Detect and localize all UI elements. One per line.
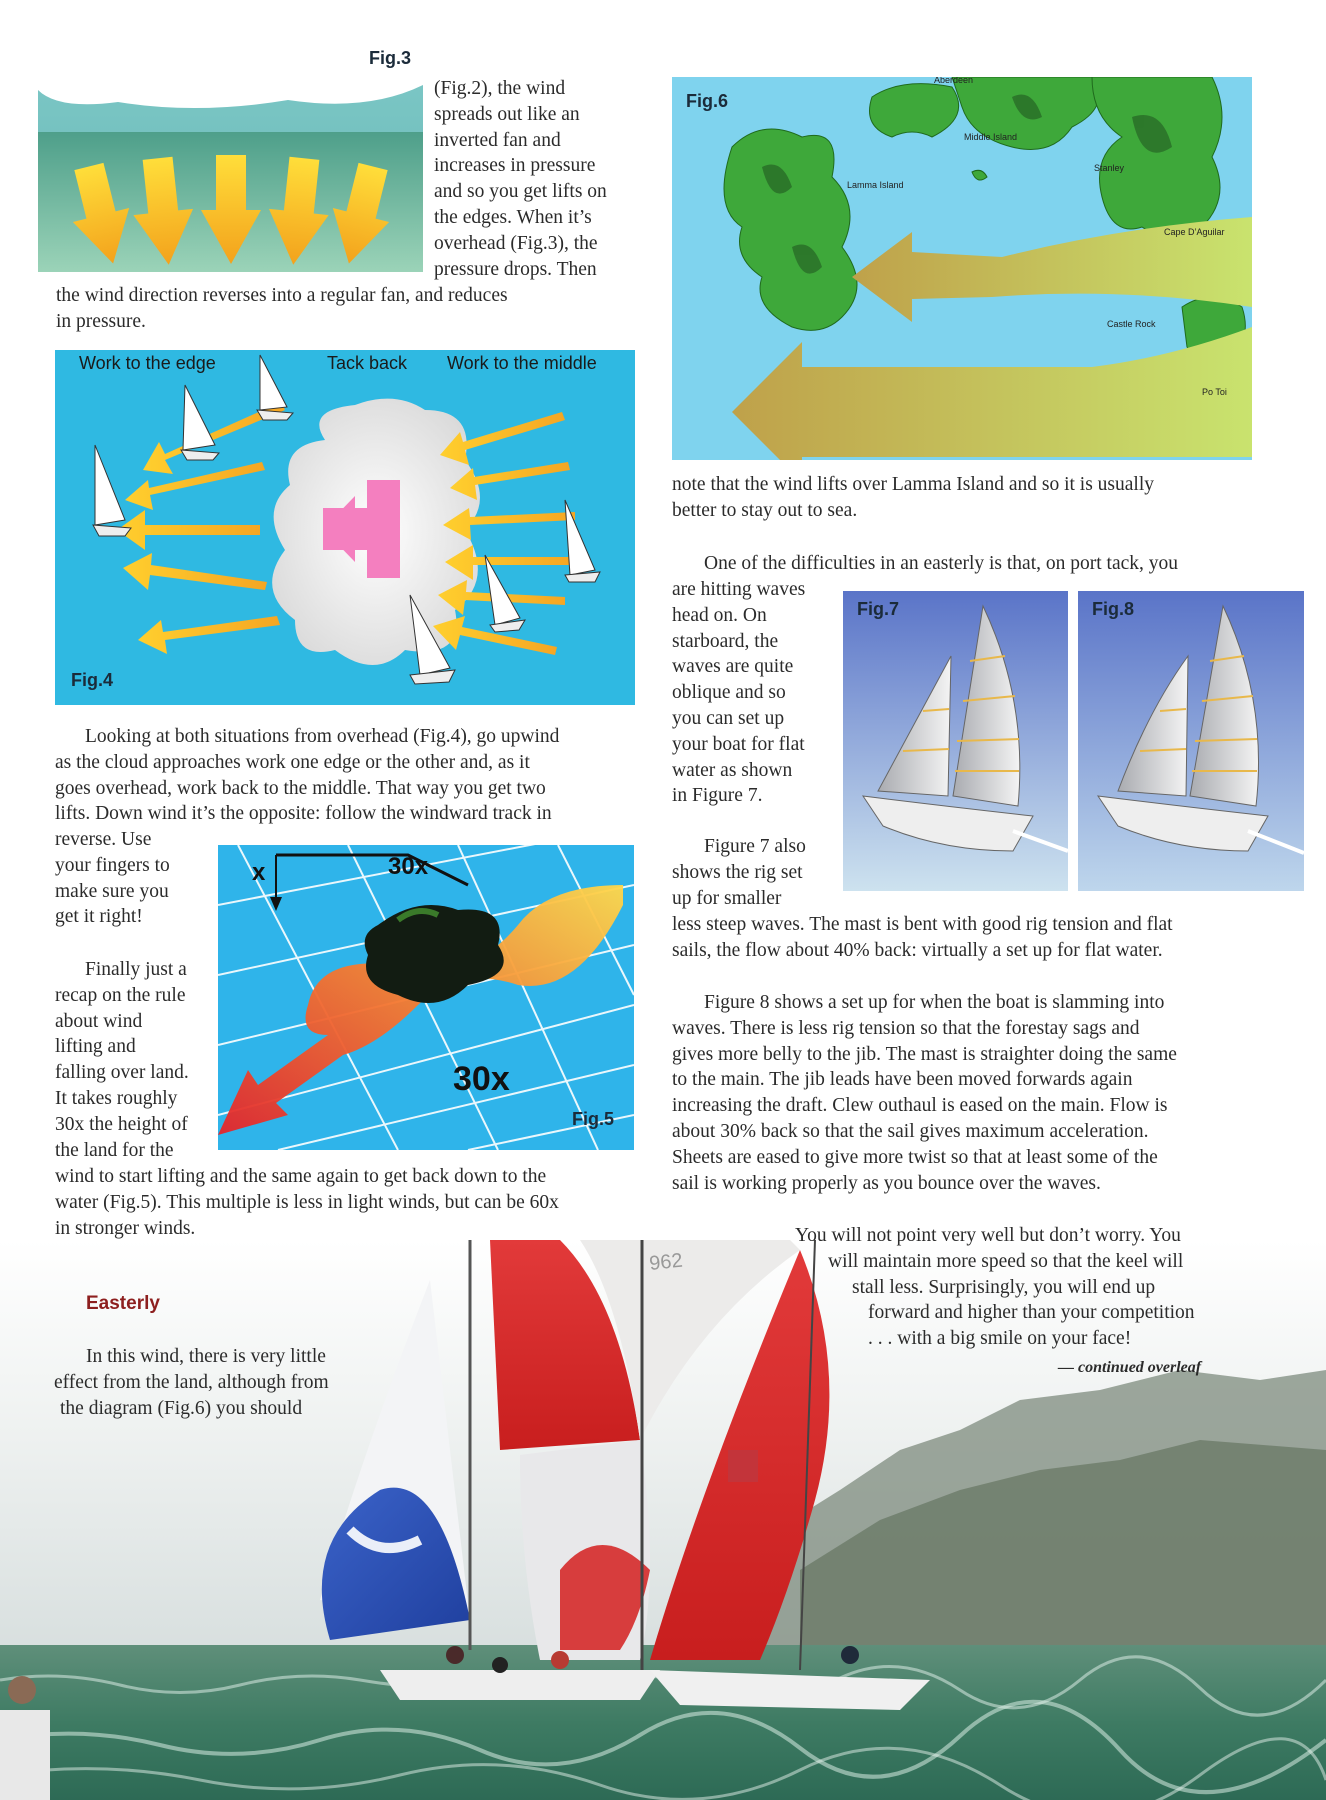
sail-number-b: 962	[648, 1249, 684, 1275]
overhead-paragraph	[55, 724, 645, 827]
text-line: inverted fan and	[434, 129, 561, 151]
text-line: your boat for flat	[672, 733, 805, 755]
text-line: stall less. Surprisingly, you will end up	[852, 1276, 1156, 1298]
text-line: are hitting waves	[672, 579, 806, 600]
text-line: less steep waves. The mast is bent with good rig tension and flat	[672, 914, 1173, 935]
place-middle-island: Middle Island	[964, 132, 1018, 142]
text-line: your fingers to	[55, 854, 170, 876]
fig8-illustration	[1078, 591, 1304, 891]
text-line: Figure 7 also	[704, 836, 806, 857]
text-line: head on. On	[672, 604, 767, 626]
text-line: up for smaller	[672, 887, 782, 909]
place-aberdeen: Aberdeen	[934, 77, 974, 85]
text-line: forward and higher than your competition	[868, 1302, 1195, 1324]
text-line: shows the rig set	[672, 861, 803, 883]
closing-paragraph	[795, 1223, 1265, 1352]
text-line: in Figure 7.	[672, 785, 763, 807]
finally-paragraph	[55, 957, 215, 1163]
fig4-illustration	[55, 350, 635, 705]
place-cape: Cape D’Aguilar	[1164, 227, 1225, 237]
text-line: recap on the rule	[55, 984, 186, 1006]
text-line: lifting and	[55, 1036, 136, 1058]
text-line: waves are quite	[672, 656, 794, 678]
fig7-label: Fig.7	[857, 599, 900, 619]
text-line: the edges. When it’s	[434, 206, 592, 228]
text-line: pressure drops. Then	[434, 258, 597, 280]
text-line: note that the wind lifts over Lamma Island and so it is usually	[672, 474, 1154, 495]
text-line: about wind	[55, 1010, 143, 1032]
text-line: the diagram (Fig.6) you should	[60, 1397, 303, 1419]
fig7-illustration	[843, 591, 1068, 891]
fig5-big-30x: 30x	[453, 1060, 510, 1098]
text-line: Finally just a	[85, 959, 187, 980]
text-line: One of the difficulties in an easterly is that, on port tack, you	[704, 553, 1179, 574]
text-line: sail is working properly as you bounce over the waves.	[672, 1172, 1101, 1194]
place-castle-rock: Castle Rock	[1107, 319, 1156, 329]
text-line: sails, the flow about 40% back: virtually a set up for flat water.	[672, 939, 1163, 961]
fig3-illustration	[38, 40, 423, 272]
text-line: wind to start lifting and the same again to get back down to the	[55, 1166, 547, 1187]
text-line: as the cloud approaches work one edge or the other and, as it	[55, 751, 530, 773]
fig4-label: Fig.4	[71, 670, 114, 690]
text-line: overhead (Fig.3), the	[434, 232, 598, 254]
text-line: You will not point very well but don’t worry. You	[795, 1225, 1181, 1246]
text-line: about 30% back so that the sail gives maximum acceleration.	[672, 1120, 1149, 1142]
easterly-paragraph	[54, 1344, 394, 1421]
fig6-label: Fig.6	[686, 91, 729, 111]
place-stanley: Stanley	[1094, 163, 1125, 173]
note-paragraph	[672, 472, 1262, 524]
fig8-paragraph	[672, 990, 1292, 1196]
text-line: the land for the	[55, 1139, 174, 1161]
fig7-paragraph-full	[672, 912, 1292, 964]
text-line: falling over land.	[55, 1062, 189, 1084]
text-line: water (Fig.5). This multiple is less in light winds, but can be 60x	[55, 1191, 559, 1213]
text-line: oblique and so	[672, 682, 786, 704]
text-line: water as shown	[672, 759, 793, 781]
text-line: effect from the land, although from	[54, 1371, 329, 1393]
text-line: get it right!	[55, 906, 143, 928]
continued-overleaf: — continued overleaf	[1058, 1359, 1202, 1376]
text-line: starboard, the	[672, 630, 779, 652]
fig4-tack-label: Tack back	[327, 353, 408, 373]
fig5-top-30x: 30x	[388, 853, 429, 880]
place-lamma: Lamma Island	[847, 180, 904, 190]
text-line: to the main. The jib leads have been moved forwards again	[672, 1069, 1133, 1091]
text-line: It takes roughly	[55, 1087, 178, 1109]
text-line: the wind direction reverses into a regular fan, and reduces	[56, 285, 508, 306]
text-line: Looking at both situations from overhead (Fig.4), go upwind	[85, 726, 560, 747]
text-line: . . . with a big smile on your face!	[868, 1328, 1132, 1350]
text-line: 30x the height of	[55, 1113, 188, 1135]
fig8-label: Fig.8	[1092, 599, 1135, 619]
fig3-label: Fig.3	[368, 48, 411, 68]
place-po-toi: Po Toi	[1202, 387, 1227, 397]
text-line: better to stay out to sea.	[672, 499, 858, 521]
reverse-paragraph	[55, 827, 215, 930]
fig4-middle-label: Work to the middle	[447, 353, 597, 373]
text-line: in pressure.	[56, 310, 146, 332]
text-line: Sheets are eased to give more twist so that at least some of the	[672, 1146, 1158, 1168]
fig6-map	[672, 77, 1252, 460]
fig5-label: Fig.5	[571, 1109, 614, 1129]
text-line: waves. There is less rig tension so that the forestay sags and	[672, 1017, 1140, 1039]
text-line: make sure you	[55, 880, 169, 902]
intro-full-text	[56, 283, 656, 335]
text-line: (Fig.2), the wind	[434, 78, 566, 99]
finally-full-text	[55, 1164, 655, 1241]
text-line: increasing the draft. Clew outhaul is eased on the main. Flow is	[672, 1095, 1168, 1117]
fig5-illustration	[218, 845, 634, 1150]
text-line: and so you get lifts on	[434, 181, 607, 203]
intro-wrap-text	[434, 76, 654, 282]
text-line: In this wind, there is very little	[86, 1346, 326, 1367]
text-line: in stronger winds.	[55, 1217, 196, 1239]
text-line: spreads out like an	[434, 103, 580, 125]
difficulties-first-line	[672, 551, 1272, 577]
fig5-x-label: x	[252, 859, 266, 886]
easterly-heading: Easterly	[86, 1293, 160, 1314]
text-line: you can set up	[672, 707, 785, 729]
text-line: goes overhead, work back to the middle. That way you get two	[55, 777, 546, 799]
text-line: gives more belly to the jib. The mast is straighter doing the same	[672, 1043, 1177, 1065]
text-line: increases in pressure	[434, 155, 596, 177]
text-line: reverse. Use	[55, 829, 152, 850]
text-line: will maintain more speed so that the keel will	[828, 1250, 1184, 1272]
difficulties-wrap	[672, 577, 842, 809]
text-line: Figure 8 shows a set up for when the boat is slamming into	[704, 992, 1165, 1013]
fig4-edge-label: Work to the edge	[79, 353, 216, 373]
fig7-paragraph-wrap	[672, 834, 842, 911]
text-line: lifts. Down wind it’s the opposite: follow the windward track in	[55, 803, 552, 825]
